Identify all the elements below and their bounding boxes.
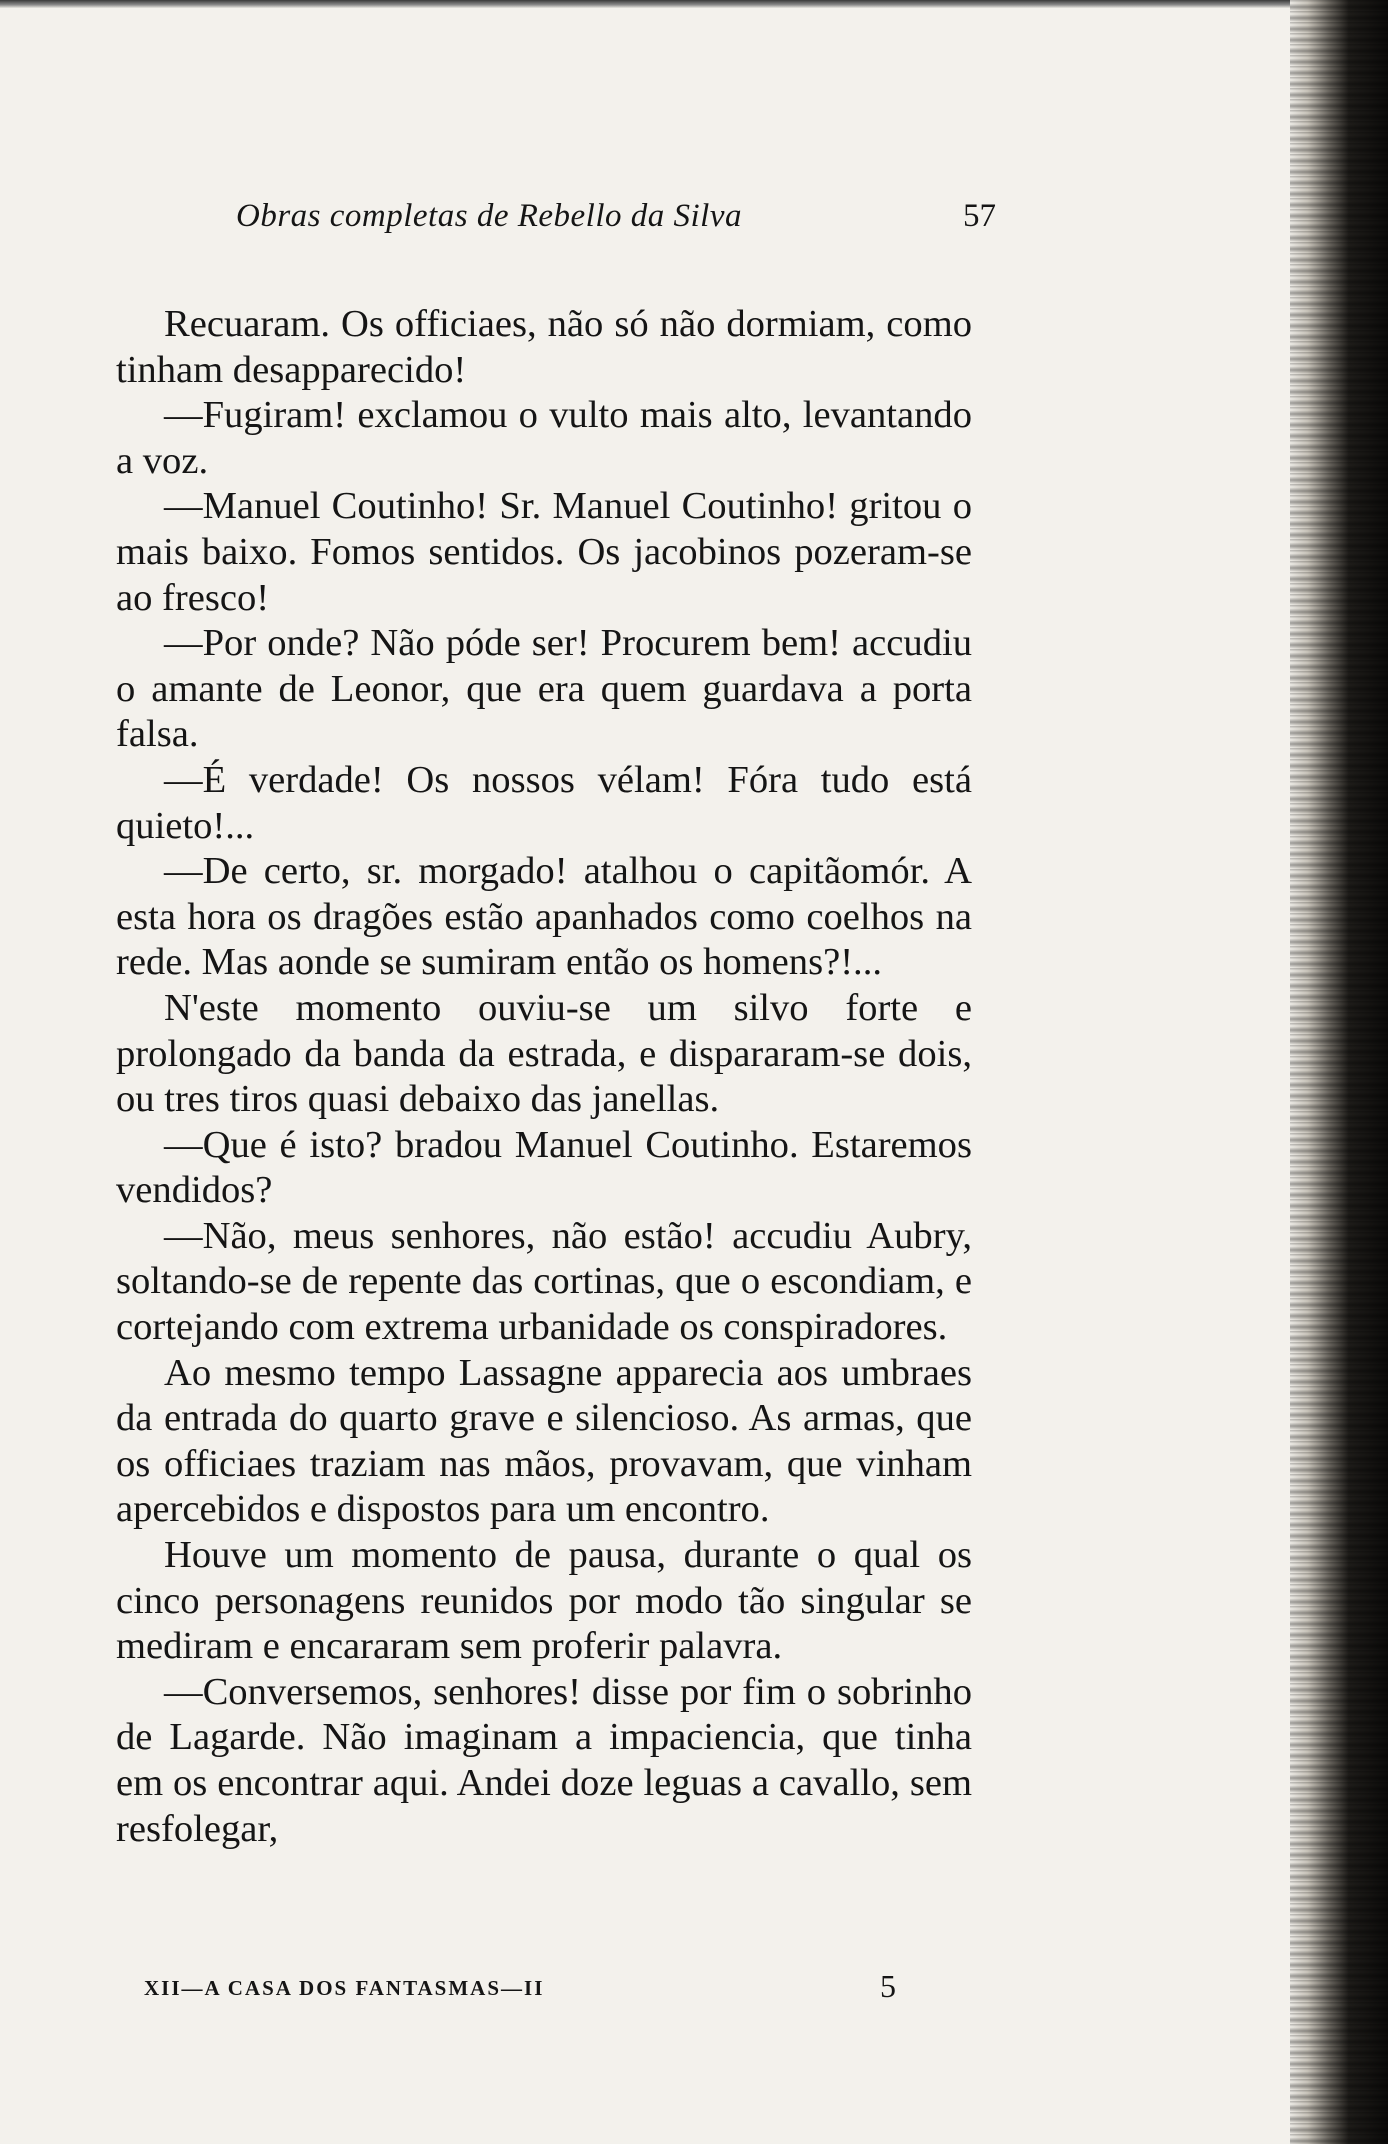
paragraph: —Manuel Coutinho! Sr. Manuel Coutinho! gritou o mais baixo. Fomos sentidos. Os jacobinos pozeram-se ao fresco!: [116, 485, 972, 619]
paragraph: —De certo, sr. morgado! atalhou o capitãomór. A esta hora os dragões estão apanhados como coelhos na rede. Mas aonde se sumiram então os homens?!...: [116, 850, 972, 984]
paragraph: —É verdade! Os nossos vélam! Fóra tudo está quieto!...: [116, 758, 972, 847]
book-spine-shadow: [1290, 0, 1388, 2144]
paragraph: N'este momento ouviu-se um silvo forte e prolongado da banda da estrada, e dispararam-se dois, ou tres tiros quasi debaixo das janellas.: [116, 986, 972, 1121]
paragraph: —Fugiram! exclamou o vulto mais alto, levantando a voz.: [116, 394, 972, 482]
page-footer: [116, 1968, 896, 2012]
page-number: 57: [963, 198, 996, 234]
signature-number: 5: [880, 1968, 896, 2004]
paragraph: —Não, meus senhores, não estão! accudiu Aubry, soltando-se de repente das cortinas, que o escondiam, e cortejando com extrema urbanidade os conspiradores.: [116, 1214, 972, 1349]
paragraph: —Que é isto? bradou Manuel Coutinho. Estaremos vendidos?: [116, 1123, 972, 1212]
paragraph: Houve um momento de pausa, durante o qual os cinco personagens reunidos por modo tão singular se mediram e encararam sem proferir palavra.: [116, 1534, 972, 1668]
printer-signature: XII—A CASA DOS FANTASMAS—II: [144, 1976, 545, 2000]
running-head: [236, 198, 996, 248]
paragraph: Ao mesmo tempo Lassagne apparecia aos umbraes da entrada do quarto grave e silencioso. As armas, que os officiaes traziam nas mãos, provavam, que vinham apercebidos e dispostos para um encontro.: [116, 1351, 972, 1531]
paragraph: —Por onde? Não póde ser! Procurem bem! accudiu o amante de Leonor, que era quem guardava a porta falsa.: [116, 622, 972, 756]
paragraph: Recuaram. Os officiaes, não só não dormiam, como tinham desapparecido!: [116, 303, 972, 391]
page-top-edge: [0, 0, 1388, 8]
paragraph: —Conversemos, senhores! disse por fim o sobrinho de Lagarde. Não imaginam a impaciencia, que tinha em os encontrar aqui. Andei doze leguas a cavallo, sem resfolegar,: [116, 1670, 972, 1850]
running-head-title: Obras completas de Rebello da Silva: [236, 198, 742, 234]
body-text: [116, 302, 972, 1852]
